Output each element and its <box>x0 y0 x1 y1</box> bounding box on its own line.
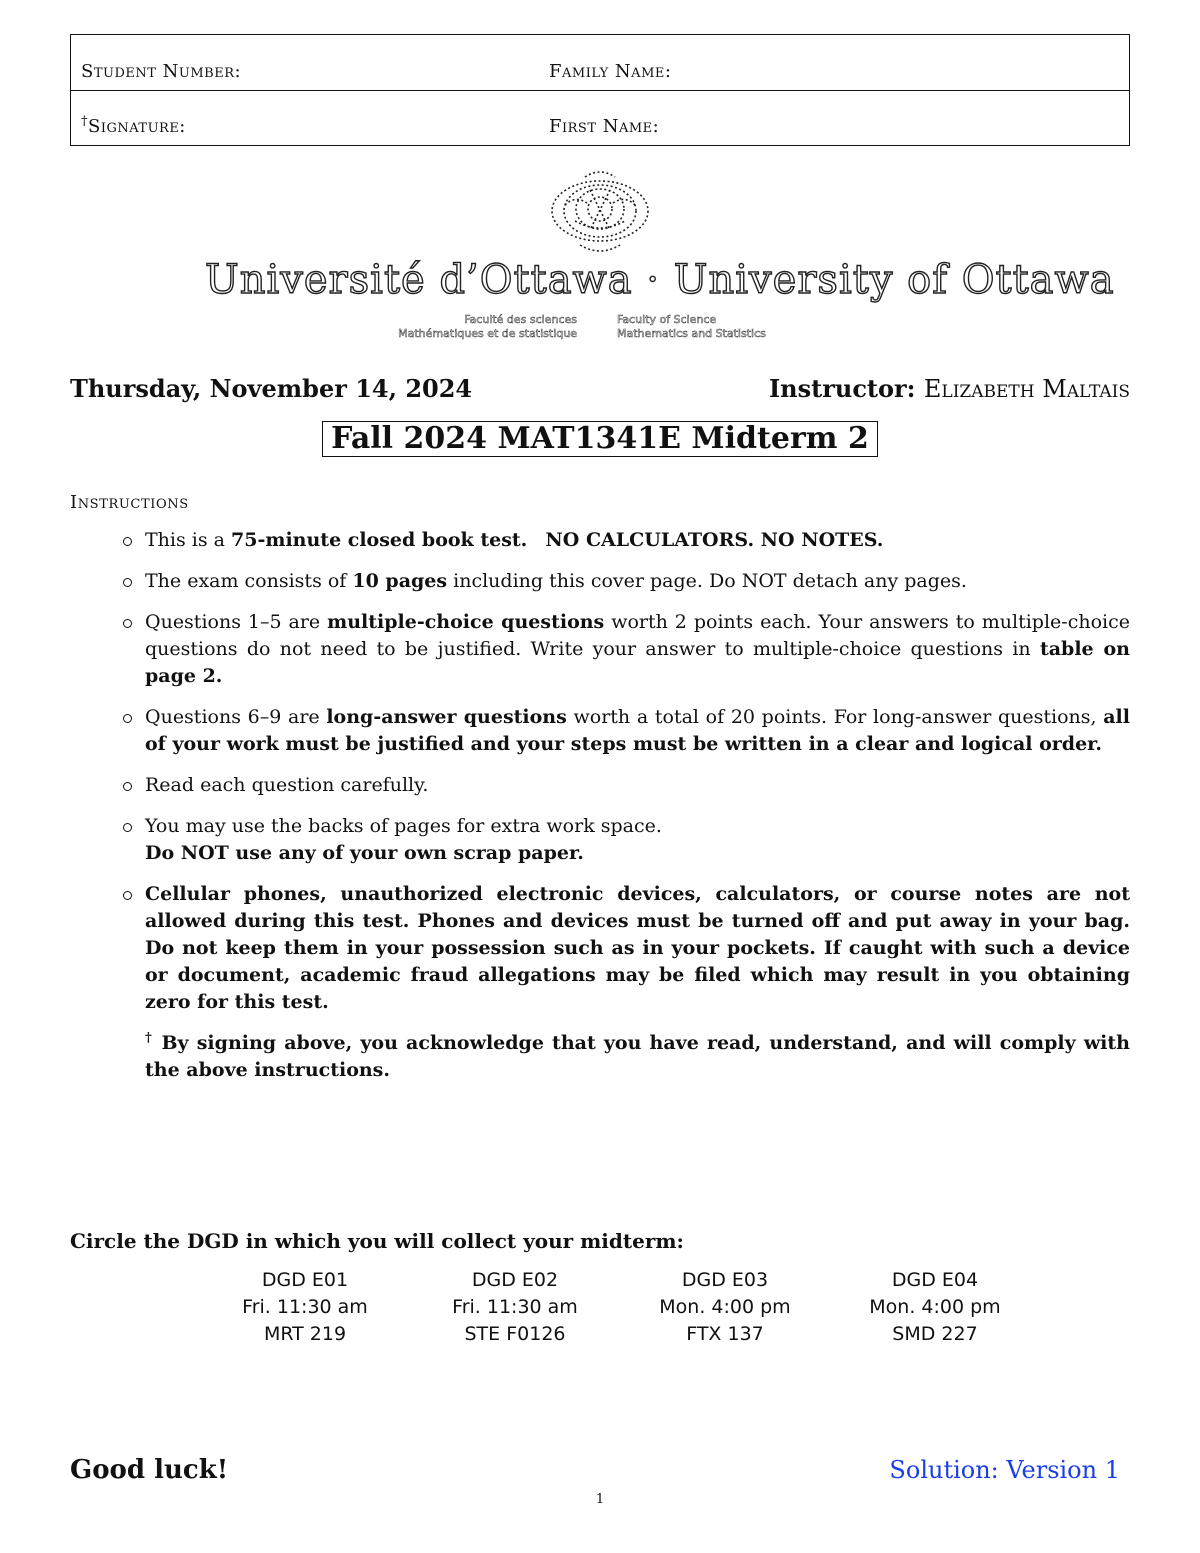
dgd-name: DGD E04 <box>891 1269 979 1291</box>
dgd-time-row <box>200 1294 1040 1321</box>
exam-title: Fall 2024 MAT1341E Midterm 2 <box>322 421 878 457</box>
university-seal-icon <box>545 165 655 257</box>
instruction-item: This is a 75-minute closed book test. NO CALCULATORS. NO NOTES. <box>118 527 1130 554</box>
faculty-english <box>617 313 766 341</box>
student-number-label: Student Number: <box>81 61 242 82</box>
instruction-item: The exam consists of 10 pages including this cover page. Do NOT detach any pages. <box>118 568 1130 595</box>
instruction-item: Cellular phones, unauthorized electronic devices, calculators, or course notes are not allowed during this test. Phones and devices must be turned off and put away in your bag. Do not keep them in your possession such as in your pockets. If caught with such a device or document, academic fraud allegations may be filed which may result in you obtaining zero for this test. <box>118 881 1130 1016</box>
faculty-french-line-2: Mathématiques et de statistique <box>398 327 577 340</box>
faculty-english-line-2: Mathematics and Statistics <box>617 327 766 340</box>
faculty-french <box>398 313 577 341</box>
dgd-name-row <box>200 1267 1040 1294</box>
instruction-item: Questions 1–5 are multiple-choice questions worth 2 points each. Your answers to multiple-choice questions do not need to be justified. Write your answer to multiple-choice questions in table on page 2. <box>118 609 1130 690</box>
dgd-table <box>200 1267 1040 1348</box>
dgd-time: Fri. 11:30 am <box>242 1296 368 1318</box>
dgd-room: SMD 227 <box>892 1323 978 1345</box>
dgd-room: MRT 219 <box>263 1323 347 1345</box>
instructions-list <box>118 527 1130 1098</box>
university-logo <box>205 165 1115 350</box>
faculty-french-line-1: Faculté des sciences <box>464 313 577 326</box>
dgd-room-row <box>200 1321 1040 1348</box>
dgd-time: Mon. 4:00 pm <box>659 1296 791 1318</box>
solution-version: Solution: Version 1 <box>889 1456 1120 1484</box>
dgd-time: Fri. 11:30 am <box>452 1296 578 1318</box>
instruction-item: You may use the backs of pages for extra work space. Do NOT use any of your own scrap paper. <box>118 813 1130 867</box>
signature-label: Signature: <box>88 116 186 137</box>
dgd-name: DGD E03 <box>681 1269 769 1291</box>
dgd-prompt: Circle the DGD in which you will collect your midterm: <box>70 1229 684 1253</box>
dgd-room: STE F0126 <box>464 1323 566 1345</box>
page-number: 1 <box>595 1492 605 1507</box>
student-info-row-2 <box>71 90 1129 145</box>
good-luck: Good luck! <box>70 1455 229 1485</box>
signature-dagger: † <box>81 114 88 129</box>
first-name-label: First Name: <box>549 116 660 137</box>
dgd-name: DGD E02 <box>471 1269 559 1291</box>
student-info-row-1 <box>71 35 1129 91</box>
instructions-heading: Instructions <box>70 492 189 513</box>
instructor-name: Elizabeth Maltais <box>923 375 1130 403</box>
dgd-room: FTX 137 <box>686 1323 764 1345</box>
signature-field <box>81 116 186 137</box>
instruction-item: Questions 6–9 are long-answer questions worth a total of 20 points. For long-answer questions, all of your work must be justified and your steps must be written in a clear and logical order. <box>118 704 1130 758</box>
faculty-english-line-1: Faculty of Science <box>617 313 717 326</box>
signature-note: † By signing above, you acknowledge that you have read, understand, and will comply with the above instructions. <box>145 1030 1130 1081</box>
instruction-item: Read each question carefully. <box>118 772 1130 799</box>
family-name-label: Family Name: <box>549 61 672 82</box>
dgd-time: Mon. 4:00 pm <box>869 1296 1001 1318</box>
student-info-box <box>70 34 1130 146</box>
dgd-name: DGD E01 <box>261 1269 349 1291</box>
instructor <box>769 374 1130 403</box>
university-wordmark: Université d’Ottawa · University of Ottawa <box>205 257 1115 303</box>
instructor-label: Instructor: <box>768 374 916 403</box>
exam-date: Thursday, November 14, 2024 <box>70 374 473 403</box>
